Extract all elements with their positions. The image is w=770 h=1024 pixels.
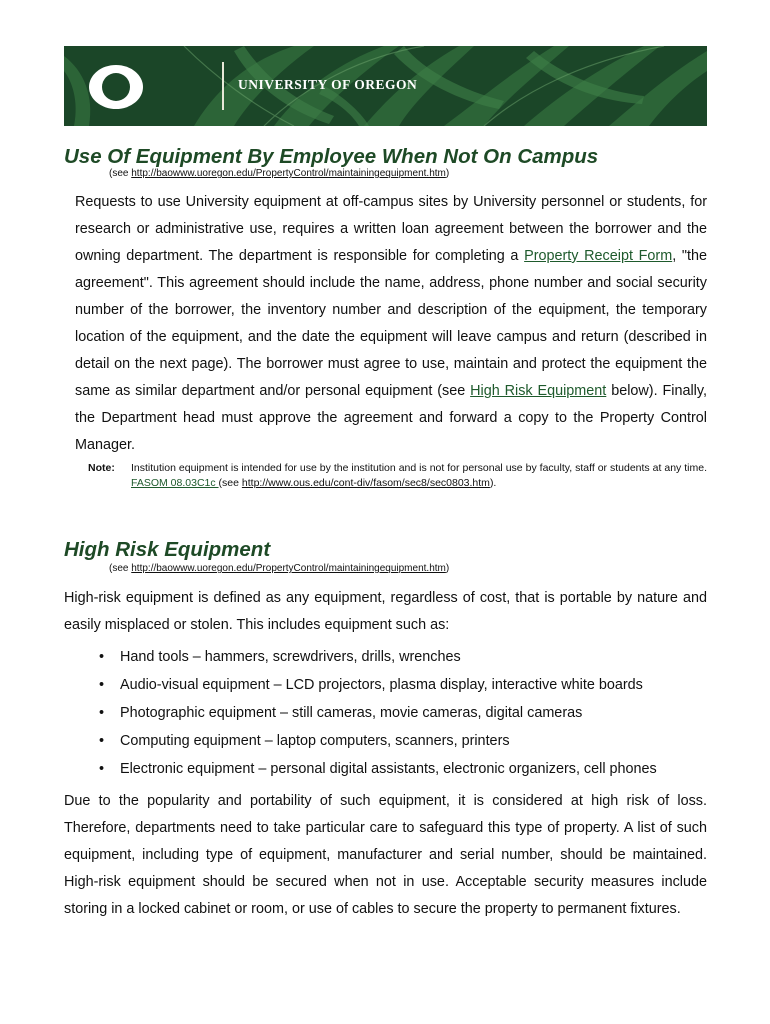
fasom-link[interactable]: FASOM 08.03C1c [131, 477, 219, 489]
bullet-icon: • [99, 761, 105, 777]
list-item: • Hand tools – hammers, screwdrivers, drills, wrenches [64, 643, 707, 671]
high-risk-closing-paragraph: Due to the popularity and portability of such equipment, it is considered at high risk of loss. Therefore, departments need to take particular care to safeguard this type of property. A list of such equipment, including type of equipment, manufacturer and serial number, should be maintained. High-risk equipment should be secured when not in use. Acceptable security measures include storing in a locked cabinet or room, or use of cables to secure the property to permanent fixtures. [64, 793, 707, 917]
ous-url-link[interactable]: http://www.ous.edu/cont-div/fasom/sec8/sec0803.htm [241, 477, 490, 489]
bullet-icon: • [99, 649, 105, 665]
note-label: Note: [88, 462, 115, 474]
see-reference-1: (see http://baowww.uoregon.edu/PropertyControl/maintainingequipment.htm) [109, 168, 450, 179]
off-campus-paragraph: Requests to use University equipment at off-campus sites by University personnel or students, for research or administrative use, requires a written loan agreement between the borrower and the owning department. The department is responsible for completing a Property Receipt Form, "the agreement". This agreement should include the name, address, phone number and social security number of the borrower, the inventory number and description of the equipment, the temporary location of the equipment, and the date the equipment will leave campus and return (described in detail on the next page). The borrower must agree to use, maintain and protect the equipment the same as similar department and/or personal equipment (see High Risk Equipment below). Finally, the Department head must approve the agreement and forward a copy to the Property Control Manager. [75, 194, 707, 453]
see-url-link-1[interactable]: http://baowww.uoregon.edu/PropertyControl/maintainingequipment.htm [131, 168, 446, 179]
bullet-icon: • [99, 705, 105, 721]
list-item: • Electronic equipment – personal digital assistants, electronic organizers, cell phones [64, 755, 707, 783]
list-item: • Computing equipment – laptop computers, scanners, printers [64, 727, 707, 755]
university-o-logo-icon [88, 64, 144, 110]
university-banner [64, 46, 707, 126]
high-risk-intro-paragraph: High-risk equipment is defined as any equipment, regardless of cost, that is portable by nature and easily misplaced or stolen. This includes equipment such as: [64, 590, 707, 633]
high-risk-equipment-list [64, 643, 707, 783]
property-receipt-form-link[interactable]: Property Receipt Form [524, 248, 673, 264]
note-text: Institution equipment is intended for use by the institution and is not for personal use by faculty, staff or students at any time. FASOM 08.03C1c (see http://www.ous.edu/cont-div/fasom/sec8/sec0803.htm). [131, 462, 707, 489]
see-reference-2: (see http://baowww.uoregon.edu/PropertyControl/maintainingequipment.htm) [109, 563, 450, 574]
list-item: • Photographic equipment – still cameras, movie cameras, digital cameras [64, 699, 707, 727]
bullet-icon: • [99, 677, 105, 693]
bullet-icon: • [99, 733, 105, 749]
section-heading-high-risk: High Risk Equipment [64, 538, 271, 561]
university-name: UNIVERSITY OF OREGON [238, 77, 418, 92]
logo-divider [222, 62, 224, 110]
high-risk-equipment-link[interactable]: High Risk Equipment [470, 383, 607, 399]
section-heading-off-campus: Use Of Equipment By Employee When Not On Campus [64, 145, 599, 168]
list-item: • Audio-visual equipment – LCD projectors, plasma display, interactive white boards [64, 671, 707, 699]
see-url-link-2[interactable]: http://baowww.uoregon.edu/PropertyControl/maintainingequipment.htm [131, 563, 446, 574]
